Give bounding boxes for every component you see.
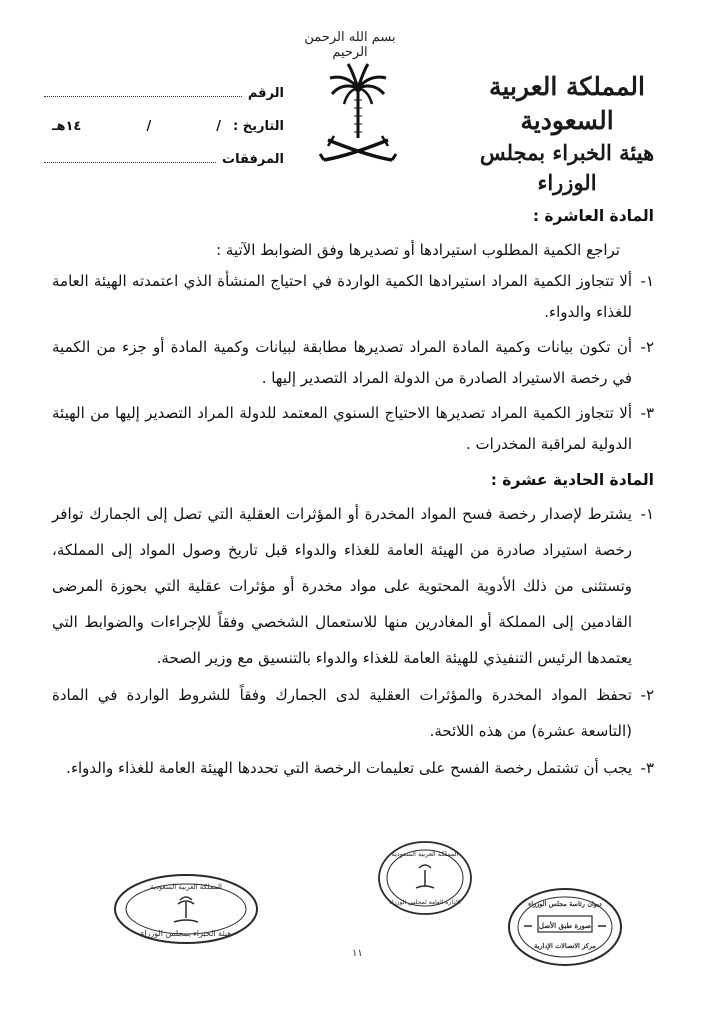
article-11-heading: المادة الحادية عشرة :: [490, 471, 654, 489]
left-stamp-text-2: هيئة الخبراء بمجلس الوزراء: [140, 929, 232, 938]
right-seal-stamp: [506, 886, 624, 972]
date-slash-2: /: [146, 119, 152, 134]
saudi-emblem-icon: [318, 60, 398, 170]
center-stamp-text-2: الإدارة العامة لمجلس الوزراء: [389, 899, 461, 906]
center-seal-stamp: [376, 838, 474, 922]
item-text: أن تكون بيانات وكمية المادة المراد تصديرها مطابقة لبيانات وكمية المادة أو جزء من الكمية في رخصة الاستيراد الصادرة من الدولة المراد التصدير إليها .: [52, 338, 632, 387]
document-body: [52, 200, 654, 789]
org-authority: هيئة الخبراء بمجلس الوزراء: [479, 140, 655, 195]
date-label: التاريخ :: [233, 119, 284, 134]
item-number: ٣-: [640, 759, 654, 777]
article-10: [52, 200, 654, 460]
item-text: ألا تتجاوز الكمية المراد استيرادها الكمية الواردة في احتياج المنشأة الذي اعتمدته الهيئة العامة للغذاء والدواء.: [52, 272, 632, 321]
item-number: ٢-: [640, 338, 654, 356]
date-row: [44, 101, 284, 134]
article-10-intro: تراجع الكمية المطلوب استيرادها أو تصديرها وفق الضوابط الآتية :: [216, 241, 620, 259]
reference-block: [44, 68, 284, 167]
item-text: تحفظ المواد المخدرة والمؤثرات العقلية لدى الجمارك وفقاً للشروط الواردة في المادة (التاسعة عشرة) من هذه اللائحة.: [52, 686, 632, 740]
left-stamp-text-1: المملكة العربية السعودية: [150, 883, 222, 891]
right-stamp-text-2: صورة طبق الأصل: [538, 921, 592, 930]
item-text: يشترط لإصدار رخصة فسح المواد المخدرة أو المؤثرات العقلية التي تصل إلى الجمارك توافر رخصة استيراد صادرة من الهيئة العامة للغذاء والدواء قبل تاريخ وصول المواد إلى المملكة، وتستثنى من ذلك الأدوية المحتوية على مواد مخدرة أو مؤثرات عقلية التي بحوزة المرضى القادمين إلى المملكة أو المغادرين منها للاستعمال الشخصي وفقاً للإجراءات والضوابط التي يعتمدها الرئيس التنفيذي للهيئة العامة للغذاء والدواء بالتنسيق مع وزير الصحة.: [52, 505, 632, 667]
attachments-label: المرفقات: [222, 152, 284, 167]
center-stamp-text-1: المملكة العربية السعودية: [391, 850, 459, 858]
attachments-field-line: [44, 161, 216, 163]
article-10-item-3: [52, 398, 654, 460]
organization-name: [452, 70, 682, 198]
item-text: ألا تتجاوز الكمية المراد تصديرها الاحتياج السنوي المعتمد للدولة المراد التصدير إليها من الهيئة الدولية لمراقبة المخدرات .: [52, 404, 632, 453]
item-number: ٣-: [640, 404, 654, 422]
org-country: المملكة العربية السعودية: [489, 72, 645, 135]
article-10-heading: المادة العاشرة :: [532, 207, 654, 225]
article-11: [52, 464, 654, 787]
basmala: بسم الله الرحمن الرحيم: [304, 30, 396, 60]
date-field: [44, 119, 233, 134]
reference-label: الرقم: [247, 86, 284, 101]
date-hijri-suffix: ١٤هـ: [52, 119, 82, 134]
reference-field-line: [44, 95, 242, 97]
item-number: ٢-: [640, 686, 654, 704]
attachments-row: [44, 134, 284, 167]
item-text: يجب أن تشتمل رخصة الفسح على تعليمات الرخصة التي تحددها الهيئة العامة للغذاء والدواء.: [66, 759, 632, 777]
article-11-item-1: [52, 496, 654, 676]
page-number: ١١: [352, 948, 363, 959]
left-seal-stamp: [112, 872, 260, 950]
article-10-item-1: [52, 266, 654, 328]
article-10-item-2: [52, 332, 654, 394]
article-11-item-3: [52, 751, 654, 787]
right-stamp-text-1: ديوان رئاسة مجلس الوزراء: [528, 900, 602, 908]
article-11-item-2: [52, 678, 654, 749]
date-slash-1: /: [216, 119, 222, 134]
item-number: ١-: [640, 272, 654, 290]
reference-row: [44, 68, 284, 101]
item-number: ١-: [640, 505, 654, 523]
right-stamp-text-3: مركز الاتصالات الإدارية: [534, 942, 596, 950]
